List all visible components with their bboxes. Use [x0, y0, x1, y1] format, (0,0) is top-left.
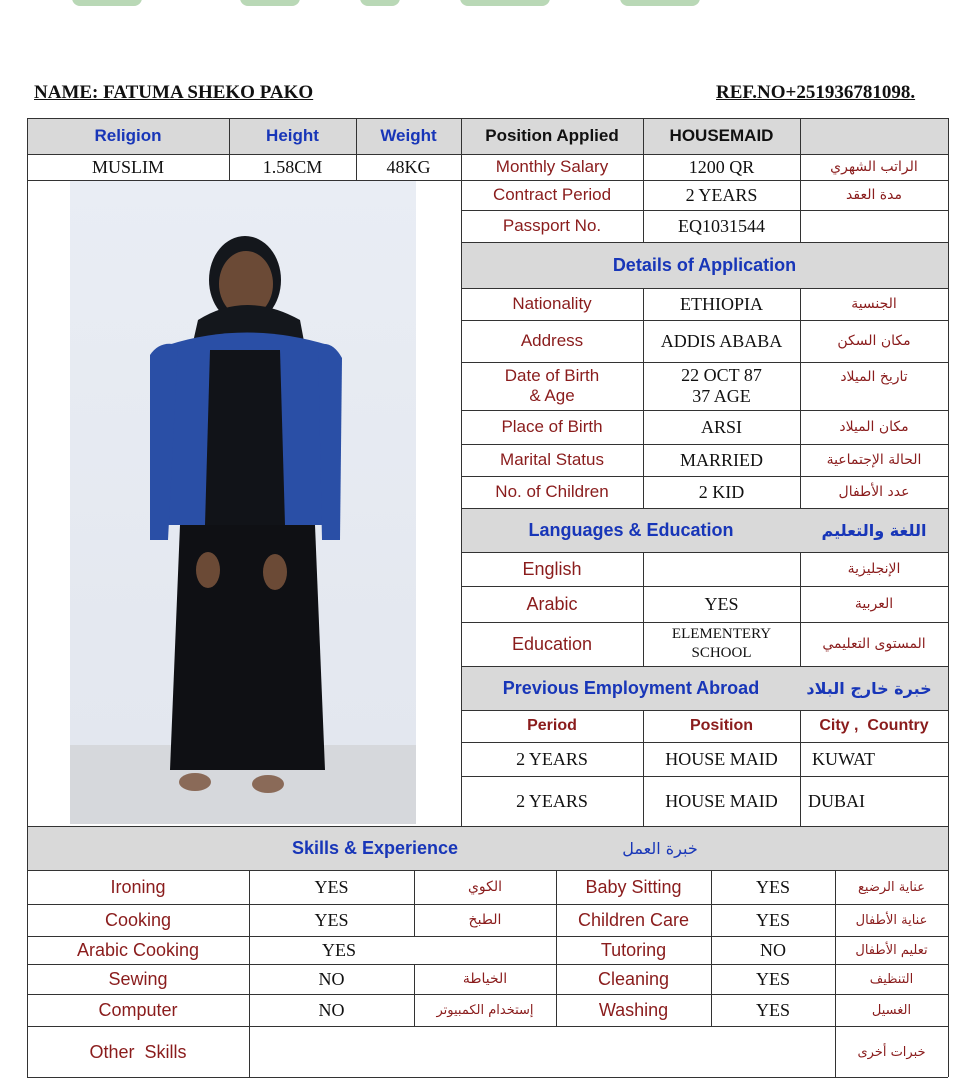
skill-cleaning-label: Cleaning: [597, 968, 670, 989]
skill-cleaning-arabic: التنظيف: [869, 971, 914, 987]
position-applied-value: HOUSEMAID: [643, 118, 800, 154]
arabic-value: YES: [704, 593, 739, 614]
arabic-arabic: العربية: [854, 596, 894, 612]
languages-section-title-arabic: اللغة والتعليم: [800, 508, 948, 552]
employment-row-2-country: DUBAI: [808, 790, 865, 811]
reference-number: REF.NO+251936781098.: [716, 82, 916, 103]
details-section-title: Details of Application: [461, 242, 948, 288]
employment-section-title-arabic: خبرة خارج البلاد: [790, 666, 948, 710]
skills-section-title: Skills & Experience: [291, 837, 459, 858]
employment-row-2-position: HOUSE MAID: [665, 790, 778, 811]
weight-value: 48KG: [386, 156, 431, 177]
skill-sewing-value: NO: [318, 968, 345, 989]
skill-ironing-arabic: الكوي: [467, 879, 503, 895]
children-label: No. of Children: [495, 482, 609, 501]
skill-tutoring-arabic: تعليم الأطفال: [855, 942, 928, 958]
address-arabic: مكان السكن: [837, 333, 911, 349]
english-label: English: [522, 558, 582, 579]
skill-ironing-label: Ironing: [110, 876, 166, 897]
period-column-header: Period: [527, 717, 577, 734]
skill-tutoring-value: NO: [760, 939, 786, 960]
address-value: ADDIS ABABA: [660, 330, 783, 351]
education-label: Education: [511, 633, 593, 654]
skill-cooking-value: YES: [314, 909, 349, 930]
nationality-arabic: الجنسية: [851, 296, 897, 312]
skill-computer-arabic: إستخدام الكمبيوتر: [436, 1002, 534, 1018]
education-arabic: المستوى التعليمي: [822, 636, 926, 652]
nationality-value: ETHIOPIA: [680, 293, 763, 314]
logo-fragment: [60, 0, 720, 12]
english-arabic: الإنجليزية: [847, 561, 901, 577]
position-column-header: Position: [689, 717, 754, 734]
skill-sewing-arabic: الخياطة: [462, 971, 508, 987]
religion-header: Religion: [27, 118, 229, 154]
height-header: Height: [229, 118, 356, 154]
address-label: Address: [520, 331, 584, 350]
city-country-column-header: City , Country: [819, 717, 929, 734]
monthly-salary-label: Monthly Salary: [495, 157, 609, 176]
passport-label: Passport No.: [502, 216, 602, 235]
monthly-salary-arabic: الراتب الشهري: [830, 159, 918, 175]
weight-header: Weight: [356, 118, 461, 154]
position-empty-cell: [800, 118, 948, 154]
children-value: 2 KID: [698, 481, 745, 502]
other-skills-label: Other Skills: [89, 1041, 187, 1062]
position-applied-label: Position Applied: [461, 118, 643, 154]
skill-baby-sitting-value: YES: [755, 876, 790, 897]
marital-status-value: MARRIED: [679, 449, 763, 470]
skill-cooking-label: Cooking: [104, 909, 172, 930]
languages-section-title: Languages & Education: [461, 508, 801, 552]
skill-washing-arabic: الغسيل: [871, 1002, 912, 1018]
skill-washing-label: Washing: [598, 999, 669, 1020]
contract-period-arabic: مدة العقد: [846, 187, 902, 203]
contract-period-label: Contract Period: [492, 185, 612, 204]
contract-period-value: 2 YEARS: [685, 184, 758, 205]
nationality-label: Nationality: [512, 294, 592, 313]
children-arabic: عدد الأطفال: [838, 484, 910, 500]
employment-row-1-position: HOUSE MAID: [665, 748, 778, 769]
skill-cooking-arabic: الطبخ: [468, 912, 502, 928]
skill-children-care-label: Children Care: [577, 909, 690, 930]
religion-value: MUSLIM: [91, 156, 164, 177]
date-of-birth-value: 22 OCT 87 37 AGE: [681, 365, 762, 406]
height-value: 1.58CM: [262, 156, 323, 177]
other-skills-arabic: خبرات أخرى: [857, 1044, 926, 1060]
place-of-birth-label: Place of Birth: [501, 417, 603, 436]
skill-baby-sitting-label: Baby Sitting: [585, 876, 682, 897]
marital-status-label: Marital Status: [500, 450, 604, 469]
date-of-birth-arabic: تاريخ الميلاد: [840, 369, 908, 385]
passport-value: EQ1031544: [678, 215, 765, 236]
employment-row-2-period: 2 YEARS: [516, 790, 588, 811]
candidate-name: NAME: FATUMA SHEKO PAKO: [34, 82, 314, 103]
skill-computer-value: NO: [318, 999, 345, 1020]
candidate-photo: [70, 180, 416, 824]
employment-section-title: Previous Employment Abroad: [461, 666, 801, 710]
skill-cleaning-value: YES: [755, 968, 790, 989]
skill-sewing-label: Sewing: [108, 968, 168, 989]
skill-children-care-arabic: عناية الأطفال: [855, 912, 928, 928]
english-value: [643, 552, 800, 586]
skill-washing-value: YES: [755, 999, 790, 1020]
marital-status-arabic: الحالة الإجتماعية: [826, 452, 922, 468]
date-of-birth-label: Date of Birth & Age: [504, 366, 600, 405]
place-of-birth-arabic: مكان الميلاد: [839, 419, 909, 435]
skill-arabic-cooking-label: Arabic Cooking: [76, 939, 200, 960]
employment-row-1-period: 2 YEARS: [516, 748, 588, 769]
education-value: ELEMENTERY SCHOOL: [671, 626, 772, 661]
skill-ironing-value: YES: [314, 876, 349, 897]
skill-tutoring-label: Tutoring: [600, 939, 667, 960]
skill-arabic-cooking-value: YES: [321, 939, 356, 960]
skills-section-title-arabic: خبرة العمل: [622, 838, 698, 858]
skill-baby-sitting-arabic: عناية الرضيع: [858, 879, 925, 895]
monthly-salary-value: 1200 QR: [688, 156, 755, 177]
arabic-label: Arabic: [526, 593, 578, 614]
skill-children-care-value: YES: [755, 909, 790, 930]
place-of-birth-value: ARSI: [700, 416, 742, 437]
employment-row-1-country: KUWAT: [812, 748, 875, 769]
skill-computer-label: Computer: [98, 999, 178, 1020]
